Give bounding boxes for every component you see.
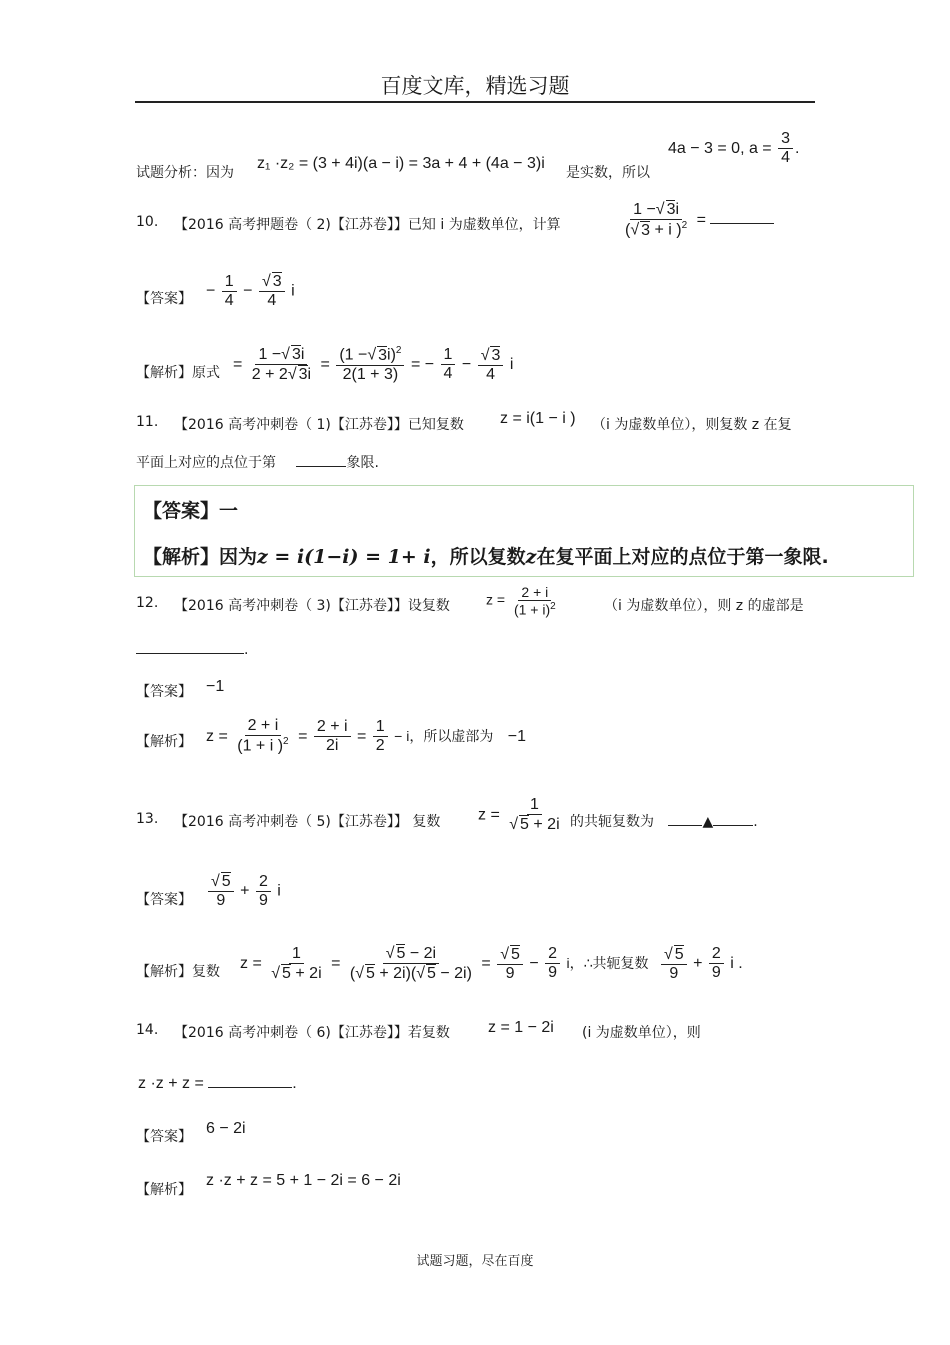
q13-answer-label: 【答案】 <box>136 892 192 908</box>
q13-fraction: $\frac{1}{√ 5 + 2i}$ <box>509 796 560 834</box>
q10-analysis-frac4: $\frac{√ 3}{4}$ <box>478 346 504 385</box>
q12-analysis-frac3: $\frac{1}{2}$ <box>373 718 388 756</box>
q9-end: . <box>795 140 800 158</box>
q13-analysis-frac4: $\frac{2}{9}$ <box>545 945 560 983</box>
q13-source: 【2016 高考冲刺卷（ 5)【江苏卷】】 复数 <box>174 814 441 830</box>
q9-fraction <box>778 130 793 168</box>
q10-number: 10. <box>136 214 159 230</box>
q11-line2: 平面上对应的点位于第 象限. <box>136 455 379 471</box>
q10-analysis-frac3: $\frac{1}{4}$ <box>441 346 456 384</box>
q10-analysis-label: 【解析】原式 <box>136 365 220 381</box>
q13-answer-frac1: $\frac{√ 5}{9}$ <box>208 872 234 911</box>
header-divider <box>135 101 815 103</box>
q9-condition-left: 4a − 3 = 0, a = <box>668 140 772 158</box>
q14-answer: 6 − 2i <box>206 1120 246 1137</box>
q10-answer-label: 【答案】 <box>136 291 192 307</box>
q13-blank-left <box>668 825 702 826</box>
q10-equals: = <box>696 211 706 229</box>
q10-analysis-frac2: $\frac{(1 -√ 3i)^2}{2(1 + 3)}$ <box>336 345 404 384</box>
q14-number: 14. <box>136 1022 159 1038</box>
q10-answer-frac2: $\frac{√ 3}{4}$ <box>259 272 285 311</box>
q10-frac-den: (√ 3 + i )$^2$ <box>625 220 688 239</box>
q9-frac-num: 3 <box>778 130 793 149</box>
q11-answer-box <box>134 485 914 577</box>
q13-analysis-frac3: $\frac{√ 5}{9}$ <box>497 945 523 984</box>
q12-analysis-label: 【解析】 <box>136 734 192 750</box>
q14-answer-label: 【答案】 <box>136 1129 192 1145</box>
q12-source: 【2016 高考冲刺卷（ 3)【江苏卷】】设复数 <box>174 598 450 614</box>
q10-answer-frac1: $\frac{1}{4}$ <box>222 273 237 311</box>
q13-expression: z = $\frac{1}{√ 5 + 2i}$ <box>478 796 565 835</box>
q10-source: 【2016 高考押题卷（ 2)【江苏卷】】已知 i 为虚数单位，计算 <box>174 217 561 233</box>
q14-analysis-label: 【解析】 <box>136 1182 192 1198</box>
q12-answer-label: 【答案】 <box>136 684 192 700</box>
q12-answer: −1 <box>206 678 225 695</box>
q9-condition <box>668 130 799 168</box>
q12-analysis-frac1: $\frac{2 + i}{(1 + i )^2}$ <box>237 717 289 755</box>
q14-answer-blank <box>208 1087 292 1088</box>
q10-frac-num: 1 −√ 3i <box>630 200 682 220</box>
q13-analysis: z = $\frac{1}{√ 5 + 2i}$ = $\frac{√ 5 - 2i}{(√ 5 + 2i)(√ 5 - 2i)}$ = $\frac{√ 5}{9}$ − $\frac{2}{9}$ i，∴共轭复数 $\frac{√ 5}{9}$ + $\frac{2}{9}$ i . <box>240 944 743 983</box>
q10-expression <box>620 200 774 240</box>
q13-blank-right <box>713 825 753 826</box>
q12-fraction: $\frac{2 + i}{(1 + i)^2}$ <box>513 584 556 618</box>
q14-analysis: z ·z + z = 5 + 1 − 2i = 6 − 2i <box>206 1172 401 1189</box>
q12-analysis-frac2: $\frac{2 + i}{2i}$ <box>314 718 351 756</box>
q12-analysis: z = $\frac{2 + i}{(1 + i )^2}$ = $\frac{2 + i}{2i}$ = $\frac{1}{2}$ − i，所以虚部为 −1 <box>206 717 527 755</box>
q13-analysis-frac6: $\frac{2}{9}$ <box>709 945 724 983</box>
q12-number: 12. <box>136 595 159 611</box>
q13-answer-frac2: $\frac{2}{9}$ <box>256 873 271 911</box>
q11-box-answer: 【答案】一 <box>143 500 239 522</box>
q14-line2: z ·z + z = . <box>138 1075 297 1092</box>
q11-box-analysis: 【解析】因为z = i(1−i) = 1+ i，所以复数z在复平面上对应的点位于第一象限. <box>143 546 829 568</box>
q9-label: 试题分析：因为 <box>136 165 234 181</box>
q10-analysis-frac1: $\frac{1 -√ 3i}{2 + 2√ 3i}$ <box>251 346 312 384</box>
q11-expression: z = i(1 − i ) <box>500 410 576 427</box>
q12-tail: （i 为虚数单位），则 z 的虚部是 <box>604 598 804 614</box>
q13-analysis-frac1: $\frac{1}{√ 5 + 2i}$ <box>271 944 322 982</box>
q12-line2: . <box>136 642 248 658</box>
q14-expression: z = 1 − 2i <box>488 1019 554 1036</box>
q9-mid-text: 是实数，所以 <box>566 165 650 181</box>
q13-number: 13. <box>136 811 159 827</box>
q11-answer-blank <box>296 466 346 467</box>
page-footer: 试题习题，尽在百度 <box>416 1254 534 1269</box>
triangle-icon: ▲ <box>702 814 714 830</box>
q12-expression: z = $\frac{2 + i}{(1 + i)^2}$ <box>486 584 561 618</box>
q11-source: 【2016 高考冲刺卷（ 1)【江苏卷】】已知复数 <box>174 417 464 433</box>
q9-expression: z₁ ·z₂ = (3 + 4i)(a − i) = 3a + 4 + (4a − 3)i <box>257 155 545 172</box>
q13-analysis-frac2: $\frac{√ 5 - 2i}{(√ 5 + 2i)(√ 5 - 2i)}$ <box>349 945 472 983</box>
q13-answer: $\frac{√ 5}{9}$ + $\frac{2}{9}$ i <box>206 872 281 911</box>
q10-answer-blank <box>710 223 774 224</box>
q12-answer-blank <box>136 653 244 654</box>
q13-tail: 的共轭复数为 ▲ . <box>570 814 758 830</box>
page-title: 百度文库，精选习题 <box>380 74 570 98</box>
q13-analysis-label: 【解析】复数 <box>136 964 220 980</box>
q13-analysis-frac5: $\frac{√ 5}{9}$ <box>661 945 687 984</box>
q10-analysis: = $\frac{1 -√ 3i}{2 + 2√ 3i}$ = $\frac{(1 -√ 3i)^2}{2(1 + 3)}$ = − $\frac{1}{4}$ − $\frac{√ 3}{4}$ i <box>233 345 514 384</box>
q11-tail: （i 为虚数单位），则复数 z 在复 <box>592 417 792 433</box>
q10-answer: − $\frac{1}{4}$ − $\frac{√ 3}{4}$ i <box>206 272 295 310</box>
q14-source: 【2016 高考冲刺卷（ 6)【江苏卷】】若复数 <box>174 1025 450 1041</box>
q11-number: 11. <box>136 414 159 430</box>
q9-frac-den: 4 <box>781 149 790 167</box>
q14-tail: (i 为虚数单位），则 <box>582 1025 701 1041</box>
q10-fraction <box>622 200 690 240</box>
